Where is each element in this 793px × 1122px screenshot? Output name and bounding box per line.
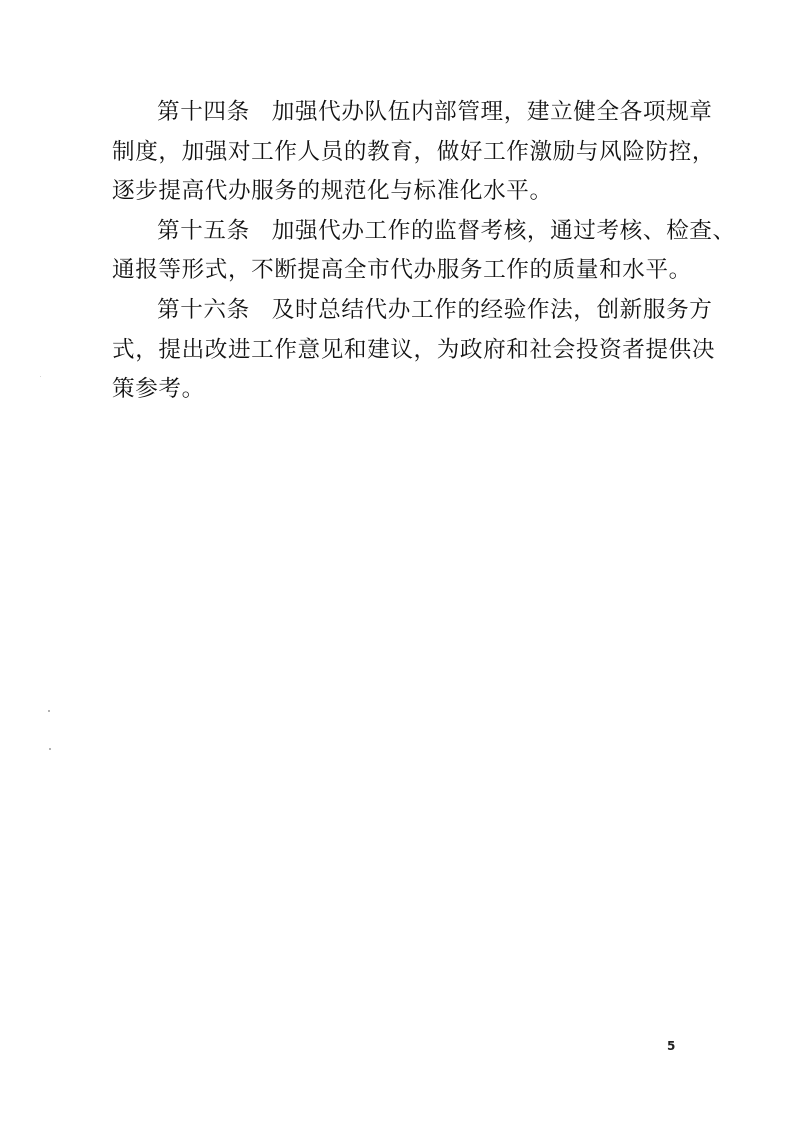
article-16-number: 第十六条 (157, 296, 250, 323)
article-16-line-2: 式，提出改进工作意见和建议，为政府和社会投资者提供决 (112, 336, 716, 363)
article-14 (112, 93, 716, 212)
article-15-line-1: 第十五条 加强代办工作的监督考核，通过考核、检查、 (112, 212, 684, 252)
article-15-line-2: 通报等形式，不断提高全市代办服务工作的质量和水平。 (112, 257, 692, 284)
article-16-line-1: 第十六条 及时总结代办工作的经验作法，创新服务方 (112, 291, 684, 331)
article-16-line-3: 策参考。 (112, 376, 205, 403)
article-16 (112, 291, 716, 410)
article-15 (112, 212, 736, 291)
article-14-line-1: 第十四条 加强代办队伍内部管理，建立健全各项规章 (112, 93, 684, 133)
scan-speck (49, 748, 51, 750)
scan-speck (40, 376, 41, 377)
article-14-line-3: 逐步提高代办服务的规范化与标准化水平。 (112, 178, 553, 205)
article-15-number: 第十五条 (157, 217, 250, 244)
article-14-number: 第十四条 (157, 99, 250, 125)
document-body (112, 93, 736, 410)
scan-speck (48, 710, 50, 712)
article-14-line-2: 制度，加强对工作人员的教育，做好工作激励与风险防控， (112, 138, 716, 165)
page-number: 5 (667, 1039, 676, 1053)
